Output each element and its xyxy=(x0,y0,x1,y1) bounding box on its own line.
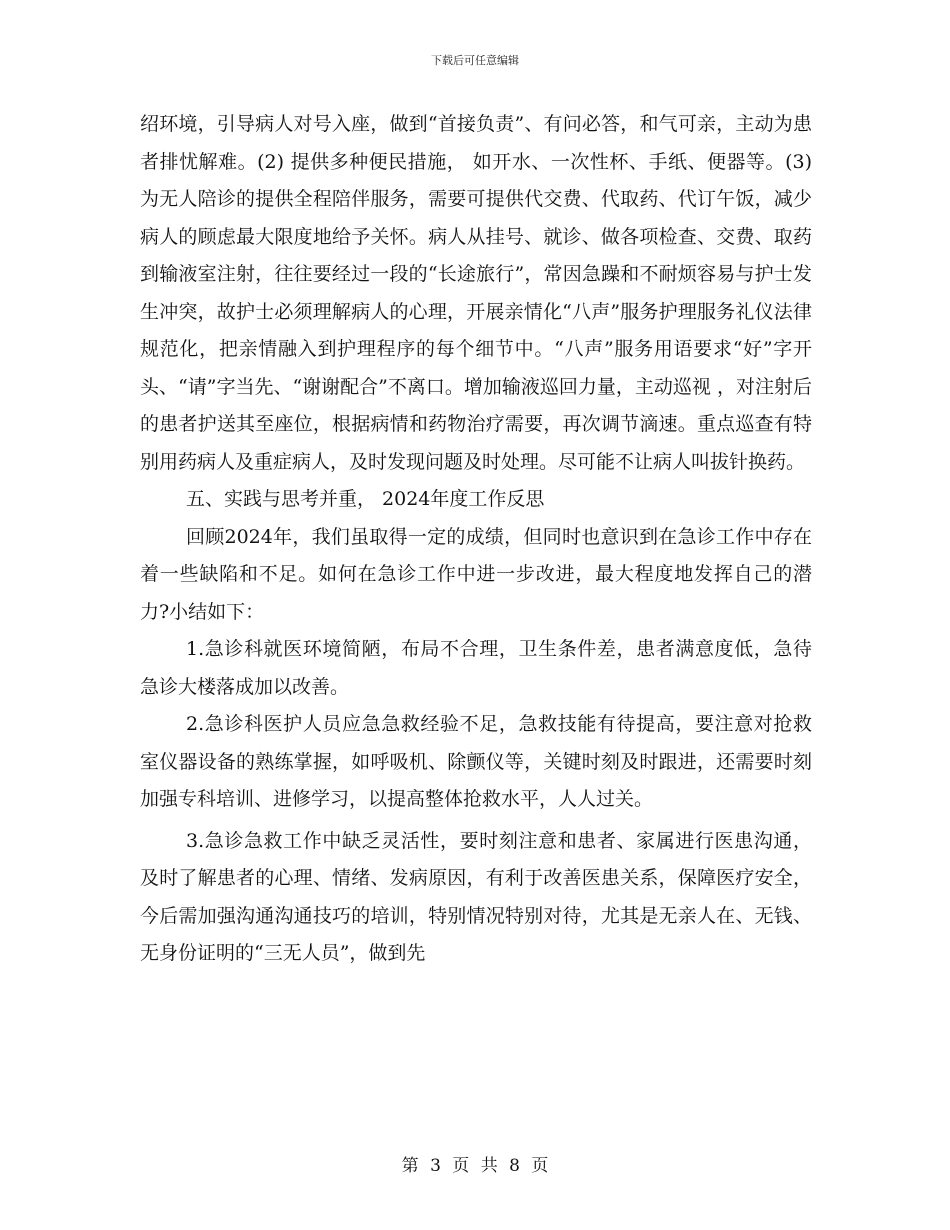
page-footer: 第 3 页 共 8 页 xyxy=(401,1156,549,1176)
document-body xyxy=(140,106,812,973)
list-item-1: 1.急诊科就医环境简陋，布局不合理，卫生条件差，患者满意度低，急待急诊大楼落成加以改善。 xyxy=(140,638,812,698)
list-item-3: 3.急诊急救工作中缺乏灵活性，要时刻注意和患者、家属进行医患沟通，及时了解患者的心理、情绪、发病原因，有利于改善医患关系，保障医疗安全，今后需加强沟通沟通技巧的培训，特别情况特别对待，尤其是无亲人在、无钱、无身份证明的“三无人员”，做到先 xyxy=(140,829,812,964)
body-paragraph-continuation: 绍环境，引导病人对号入座，做到“首接负责”、有问必答，和气可亲，主动为患者排忧解难。(2) 提供多种便民措施， 如开水、一次性杯、手纸、便器等。(3) 为无人陪诊的提供全程陪伴服务，需要可提供代交费、代取药、代订午饭，减少病人的顾虑最大限度地给予关怀。病人从挂号、就诊、做各项检查、交费、取药到输液室注射，往往要经过一段的“长途旅行”，常因急躁和不耐烦容易与护士发生冲突，故护士必须理解病人的心理，开展亲情化“八声”服务护理服务礼仪法律规范化，把亲情融入到护理程序的每个细节中。“八声”服务用语要求“好”字开头、“请”字当先、“谢谢配合”不离口。增加输液巡回力量，主动巡视 ，对注射后的患者护送其至座位，根据病情和药物治疗需要，再次调节滴速。重点巡查有特别用药病人及重症病人，及时发现问题及时处理。尽可能不让病人叫拔针换药。 xyxy=(140,113,812,473)
section-heading: 五、实践与思考并重， 2024年度工作反思 xyxy=(186,488,545,510)
page-header: 下载后可任意编辑 xyxy=(431,54,519,67)
list-item-2: 2.急诊科医护人员应急急救经验不足，急救技能有待提高，要注意对抢救室仪器设备的熟练掌握，如呼吸机、除颤仪等，关键时刻及时跟进，还需要时刻加强专科培训、进修学习，以提高整体抢救水平，人人过关。 xyxy=(140,713,812,810)
body-paragraph-review: 回顾2024年，我们虽取得一定的成绩，但同时也意识到在急诊工作中存在着一些缺陷和不足。如何在急诊工作中进一步改进，最大程度地发挥自己的潜力?小结如下： xyxy=(140,525,812,623)
